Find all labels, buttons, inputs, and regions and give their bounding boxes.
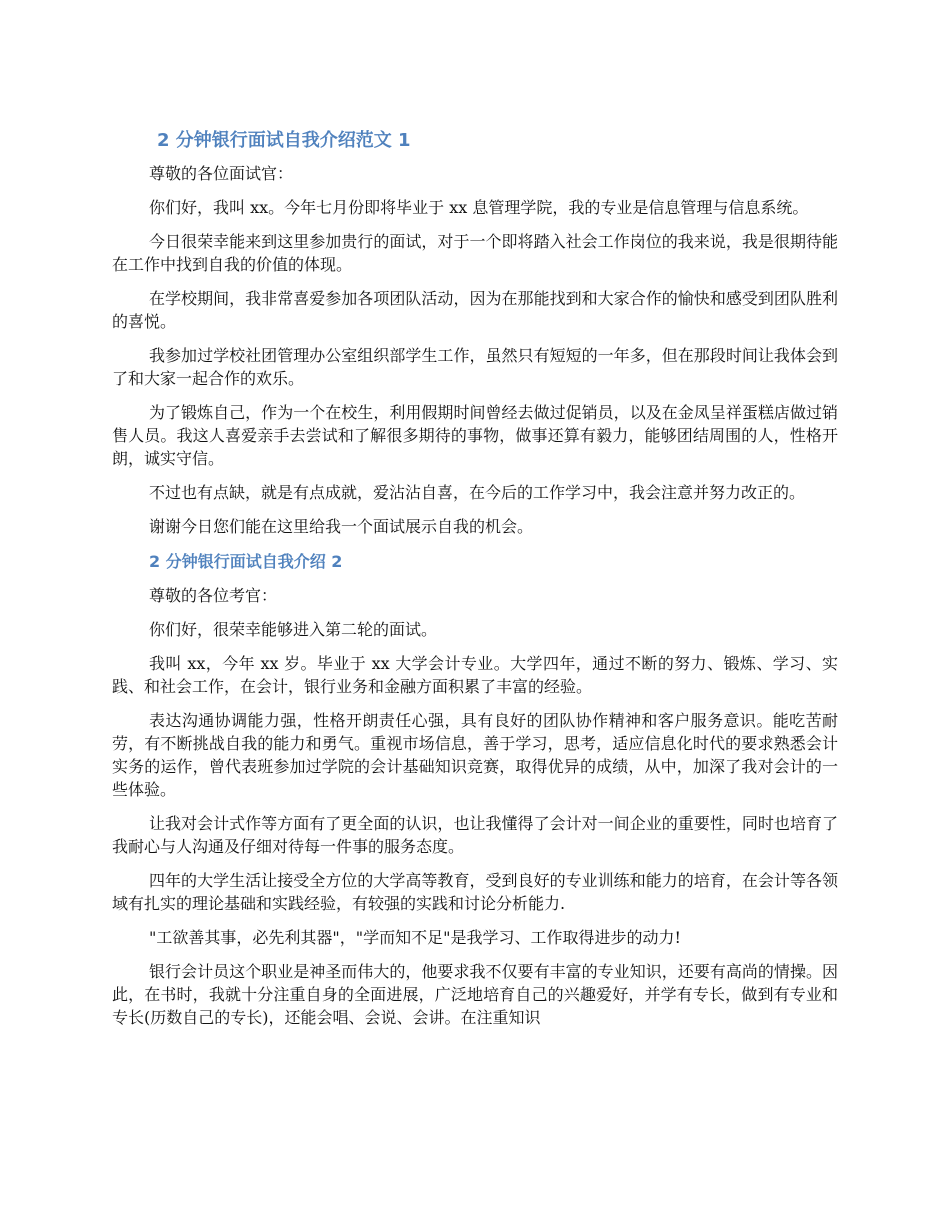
paragraph: 让我对会计式作等方面有了更全面的认识，也让我懂得了会计对一间企业的重要性，同时也培育了我耐心与人沟通及仔细对待每一件事的服务态度。 xyxy=(112,814,838,856)
paragraph: 你们好，很荣幸能够进入第二轮的面试。 xyxy=(149,620,438,639)
paragraph: "工欲善其事，必先利其器"，"学而知不足"是我学习、工作取得进步的动力! xyxy=(149,928,681,947)
section1-title: 2 分钟银行面试自我介绍范文 1 xyxy=(157,130,411,151)
paragraph: 在学校期间，我非常喜爱参加各项团队活动，因为在那能找到和大家合作的愉快和感受到团队胜利的喜悦。 xyxy=(112,289,838,331)
paragraph: 表达沟通协调能力强，性格开朗责任心强，具有良好的团队协作精神和客户服务意识。能吃苦耐劳，有不断挑战自我的能力和勇气。重视市场信息，善于学习，思考，适应信息化时代的要求熟悉会计实务的运作，曾代表班参加过学院的会计基础知识竞赛，取得优异的成绩，从中，加深了我对会计的一些体验。 xyxy=(112,711,838,799)
document-content xyxy=(112,128,838,1040)
paragraph: 四年的大学生活让接受全方位的大学高等教育，受到良好的专业训练和能力的培育，在会计等各领域有扎实的理论基础和实践经验，有较强的实践和讨论分析能力. xyxy=(112,871,838,913)
paragraph: 今日很荣幸能来到这里参加贵行的面试，对于一个即将踏入社会工作岗位的我来说，我是很期待能在工作中找到自我的价值的体现。 xyxy=(112,232,838,274)
paragraph: 我叫 xx，今年 xx 岁。毕业于 xx 大学会计专业。大学四年，通过不断的努力、锻炼、学习、实践、和社会工作，在会计，银行业务和金融方面积累了丰富的经验。 xyxy=(112,654,838,696)
paragraph: 为了锻炼自己，作为一个在校生，利用假期时间曾经去做过促销员，以及在金凤呈祥蛋糕店做过销售人员。我这人喜爱亲手去尝试和了解很多期待的事物，做事还算有毅力，能够团结周围的人，性格开朗，诚实守信。 xyxy=(112,403,838,468)
paragraph: 尊敬的各位考官： xyxy=(149,586,278,605)
paragraph: 谢谢今日您们能在这里给我一个面试展示自我的机会。 xyxy=(149,517,534,536)
paragraph: 我参加过学校社团管理办公室组织部学生工作，虽然只有短短的一年多，但在那段时间让我体会到了和大家一起合作的欢乐。 xyxy=(112,346,838,388)
section2-title: 2 分钟银行面试自我介绍 2 xyxy=(149,552,343,571)
paragraph: 你们好，我叫 xx。今年七月份即将毕业于 xx 息管理学院，我的专业是信息管理与信息系统。 xyxy=(149,198,809,217)
paragraph: 尊敬的各位面试官： xyxy=(149,164,294,183)
paragraph: 不过也有点缺，就是有点成就，爱沾沾自喜，在今后的工作学习中，我会注意并努力改正的。 xyxy=(149,483,806,502)
paragraph: 银行会计员这个职业是神圣而伟大的，他要求我不仅要有丰富的专业知识，还要有高尚的情操。因此，在书时，我就十分注重自身的全面进展，广泛地培育自己的兴趣爱好，并学有专长，做到有专业和专长(历数自己的专长)，还能会唱、会说、会讲。在注重知识 xyxy=(112,962,838,1027)
